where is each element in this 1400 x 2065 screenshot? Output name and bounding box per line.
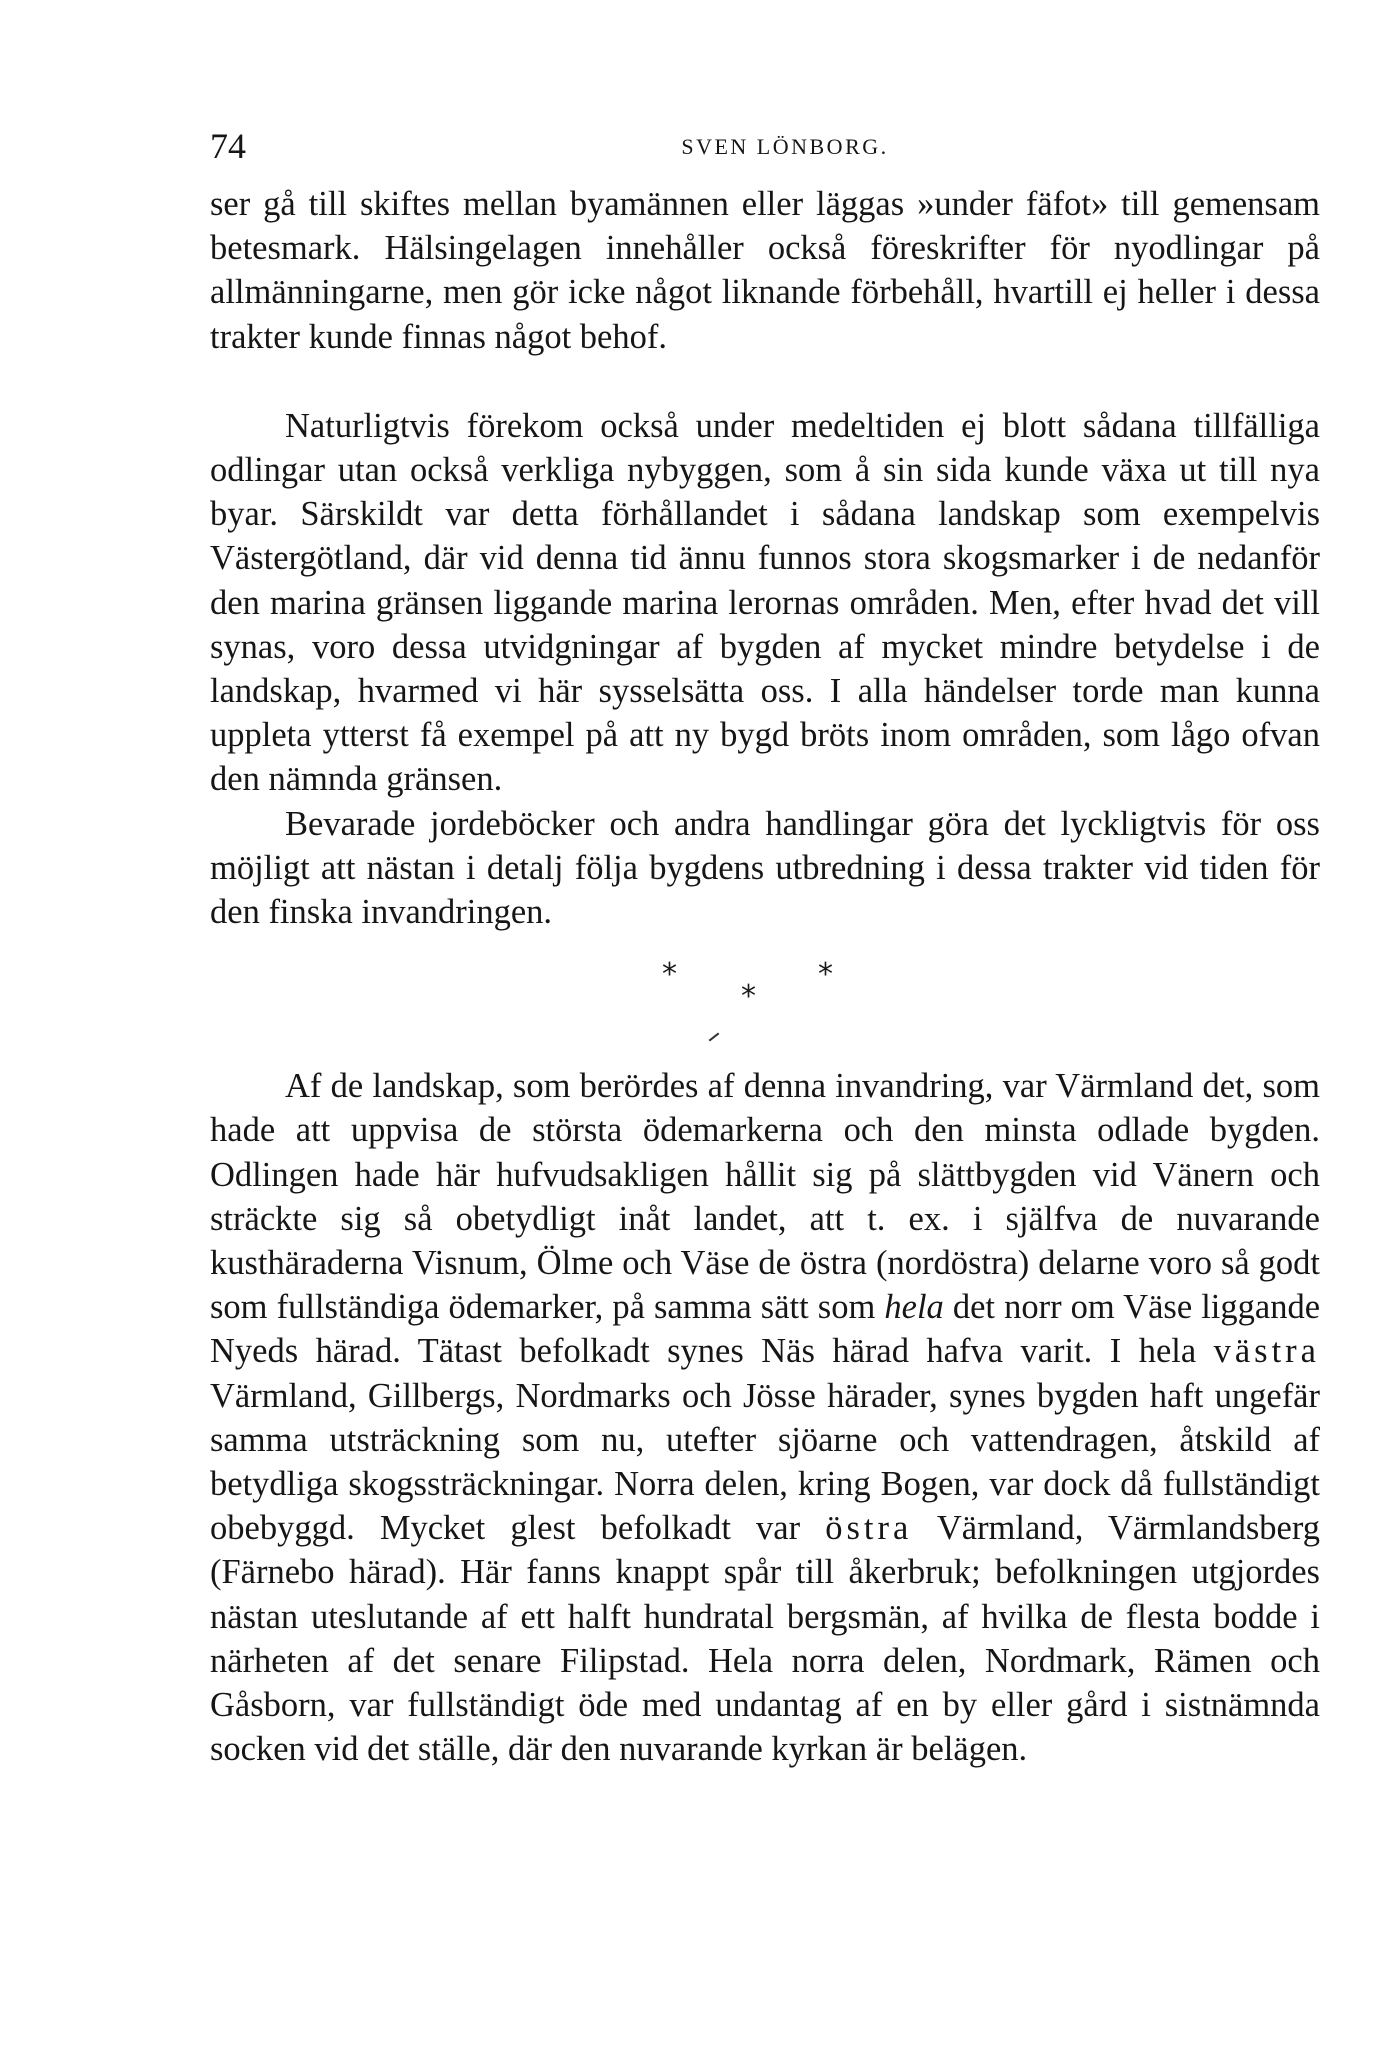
running-head: SVEN LÖNBORG. — [681, 134, 889, 159]
paragraph-2: Naturligtvis förekom också under medeltiden ej blott sådana tillfälliga odlingar utan också verkliga nybyggen, som å sin sida kunde växa ut till nya byar. Särskildt var detta förhållandet i sådana landskap som exempelvis Västergötland, där vid denna tid ännu funnos stora skogsmarker i de nedanför den marina gränsen liggande marina lerornas områden. Men, efter hvad det vill synas, voro dessa utvidgningar af bygden af mycket mindre betydelse i de landskap, hvarmed vi här sysselsätta oss. I alla händelser torde man kunna uppleta ytterst få exempel på att ny bygd bröts inom områden, som lågo ofvan den nämnda gränsen. — [210, 406, 1320, 799]
paragraph-4-text: det norr om Väse liggande Nyeds härad. Tätast befolkadt synes Näs härad hafva varit. I hela — [210, 1288, 1321, 1371]
paragraph-4-text: Värmland, Gillbergs, Nordmarks och Jösse härader, synes bygden haft ungefär samma utsträckning som nu, utefter sjöarne och vattendragen, åtskild af betydliga skogssträckningar. Norra delen, kring Bogen, var dock då fullständigt obebyggd. Mycket glest befolkadt var — [210, 1376, 1320, 1548]
paragraph-4 — [210, 1064, 1320, 1771]
body-text — [210, 182, 1320, 1772]
paragraph-4-text: Värmland, Värmlandsberg (Färnebo härad). Här fanns knappt spår till åkerbruk; befolkningen utgjordes nästan uteslutande af ett halft hundratal bergsmän, af hvilka de flesta bodde i närheten af det senare Filipstad. Hela norra delen, Nordmark, Rämen och Gåsborn, var fullständigt öde med undantag af en by eller gård i sistnämnda socken vid det ställe, där den nuvarande kyrkan är belägen. — [210, 1509, 1320, 1769]
paragraph-gap — [210, 359, 1320, 404]
emphasis-hela: hela — [884, 1288, 944, 1327]
section-separator — [210, 954, 1320, 1064]
page-number: 74 — [210, 126, 246, 166]
asterisk-icon: * — [818, 957, 833, 993]
paragraph-1: ser gå till skiftes mellan byamännen eller läggas »under fäfot» till gemensam betesmark. Hälsingelagen innehåller också föreskrifter för nyodlingar på allmänningarne, men gör icke något liknande förbehåll, hvartill ej heller i dessa trakter kunde finnas något behof. — [210, 185, 1320, 356]
asterisk-icon: * — [662, 957, 677, 993]
paragraph-4-text: Af de landskap, som berördes af denna invandring, var Värmland det, som hade att uppvisa de största ödemarkerna och den minsta odlade bygden. Odlingen hade här hufvudsakligen hållit sig på slättbygden vid Vänern och sträckte sig så obetydligt inåt landet, att t. ex. i själfva de nuvarande kusthäraderna Visnum, Ölme och Väse de östra (nordöstra) delarne voro så godt som fullständiga ödemarker, på samma sätt som — [210, 1067, 1320, 1327]
print-mark — [709, 1033, 720, 1042]
spaced-vastra: västra — [1213, 1332, 1320, 1371]
spaced-ostra: östra — [825, 1509, 913, 1548]
asterisk-icon: * — [741, 979, 756, 1015]
paragraph-3: Bevarade jordeböcker och andra handlingar göra det lyckligtvis för oss möjligt att nästan i detalj följa bygdens utbredning i dessa trakter vid tiden för den finska invandringen. — [210, 804, 1320, 932]
page-header — [210, 126, 1320, 166]
